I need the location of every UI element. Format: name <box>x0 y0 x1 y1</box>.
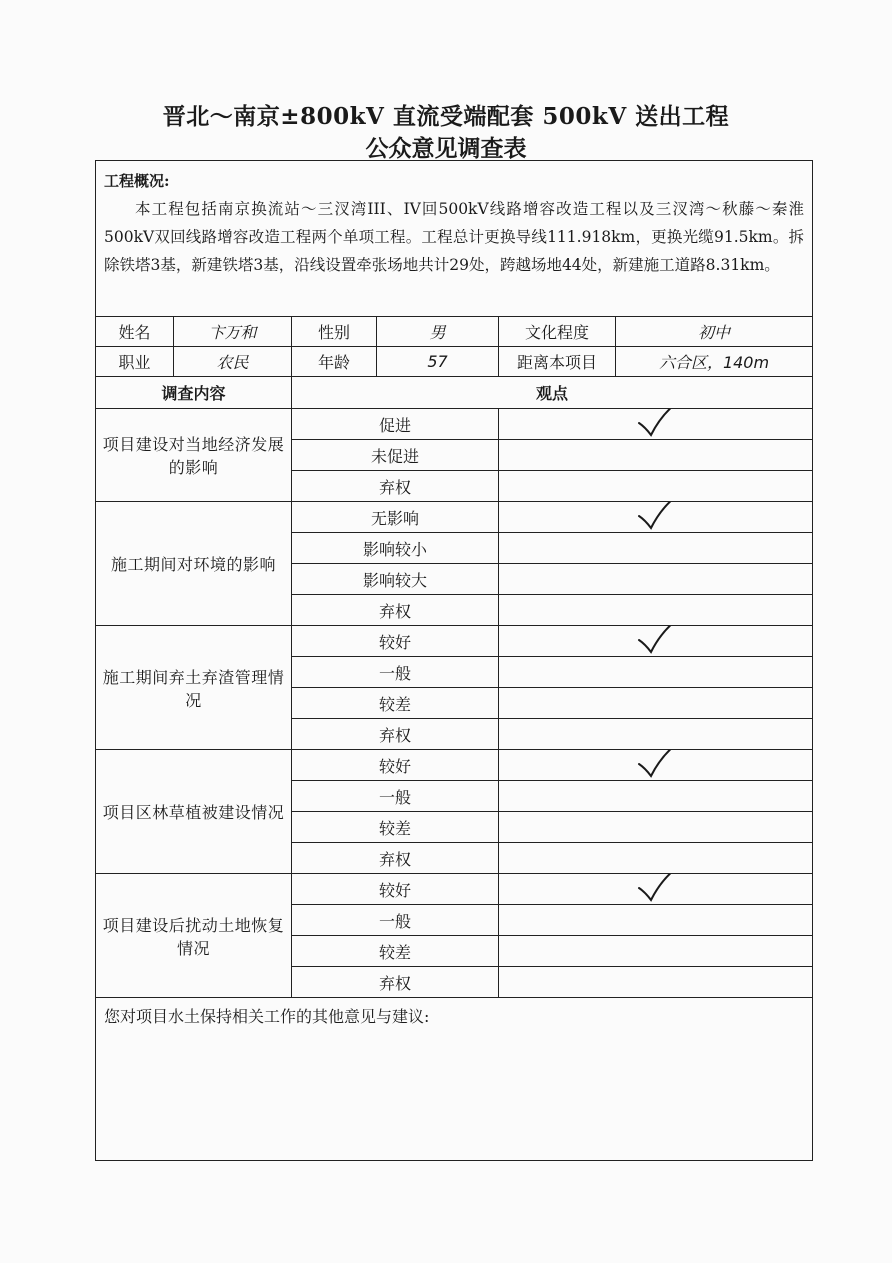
option-label: 影响较大 <box>292 564 499 595</box>
option-label: 较好 <box>292 750 499 781</box>
option-label: 弃权 <box>292 967 499 998</box>
option-label: 一般 <box>292 905 499 936</box>
distance-value[interactable]: 六合区，140m <box>616 347 813 377</box>
section-label: 项目建设对当地经济发展的影响 <box>96 409 292 502</box>
option-checkbox[interactable] <box>499 719 813 750</box>
section-label: 项目区林草植被建设情况 <box>96 750 292 874</box>
option-label: 较差 <box>292 812 499 843</box>
option-label: 较好 <box>292 874 499 905</box>
name-label: 姓名 <box>96 317 174 347</box>
option-label: 未促进 <box>292 440 499 471</box>
option-checkbox[interactable] <box>499 440 813 471</box>
comments-label: 您对项目水土保持相关工作的其他意见与建议: <box>104 1007 430 1026</box>
project-overview <box>96 161 813 317</box>
check-mark-icon <box>636 409 676 440</box>
option-checkbox[interactable] <box>499 688 813 719</box>
option-label: 无影响 <box>292 502 499 533</box>
education-value[interactable]: 初中 <box>616 317 813 347</box>
comments-field[interactable] <box>96 998 813 1161</box>
option-label: 较差 <box>292 936 499 967</box>
name-value[interactable]: 卞万和 <box>174 317 292 347</box>
option-checkbox[interactable] <box>499 843 813 874</box>
option-label: 影响较小 <box>292 533 499 564</box>
form-title: 晋北～南京±800kV 直流受端配套 500kV 送出工程 <box>162 103 730 130</box>
option-checkbox[interactable] <box>499 936 813 967</box>
age-value[interactable]: 57 <box>377 347 499 377</box>
option-row <box>96 874 813 905</box>
overview-text: 本工程包括南京换流站～三汊湾III、IV回500kV线路增容改造工程以及三汊湾～秋藤～秦淮500kV双回线路增容改造工程两个单项工程。工程总计更换导线111.918km，更换光缆91.5km。拆除铁塔3基，新建铁塔3基，沿线设置牵张场地共计29处，跨越场地44处，新建施工道路8.31km。 <box>104 200 805 274</box>
option-label: 促进 <box>292 409 499 440</box>
option-checkbox[interactable] <box>499 874 813 905</box>
survey-table <box>95 160 813 1161</box>
overview-label: 工程概况: <box>104 172 170 190</box>
section-label: 施工期间弃土弃渣管理情况 <box>96 626 292 750</box>
option-row <box>96 626 813 657</box>
option-label: 一般 <box>292 657 499 688</box>
option-checkbox[interactable] <box>499 409 813 440</box>
age-label: 年龄 <box>292 347 377 377</box>
option-row <box>96 750 813 781</box>
option-checkbox[interactable] <box>499 967 813 998</box>
option-checkbox[interactable] <box>499 812 813 843</box>
gender-value[interactable]: 男 <box>377 317 499 347</box>
option-checkbox[interactable] <box>499 533 813 564</box>
check-mark-icon <box>636 626 676 657</box>
option-checkbox[interactable] <box>499 595 813 626</box>
check-mark-icon <box>636 874 676 905</box>
form-subtitle: 公众意见调查表 <box>365 135 527 162</box>
job-label: 职业 <box>96 347 174 377</box>
option-checkbox[interactable] <box>499 905 813 936</box>
option-checkbox[interactable] <box>499 750 813 781</box>
education-label: 文化程度 <box>499 317 616 347</box>
option-label: 弃权 <box>292 719 499 750</box>
option-label: 弃权 <box>292 471 499 502</box>
gender-label: 性别 <box>292 317 377 347</box>
header-opinion: 观点 <box>292 377 813 409</box>
option-row <box>96 502 813 533</box>
check-mark-icon <box>636 750 676 781</box>
job-value[interactable]: 农民 <box>174 347 292 377</box>
option-label: 较好 <box>292 626 499 657</box>
option-label: 弃权 <box>292 595 499 626</box>
option-checkbox[interactable] <box>499 626 813 657</box>
option-checkbox[interactable] <box>499 781 813 812</box>
option-label: 较差 <box>292 688 499 719</box>
section-label: 施工期间对环境的影响 <box>96 502 292 626</box>
option-checkbox[interactable] <box>499 657 813 688</box>
header-content: 调查内容 <box>96 377 292 409</box>
option-label: 弃权 <box>292 843 499 874</box>
distance-label: 距离本项目 <box>499 347 616 377</box>
option-checkbox[interactable] <box>499 564 813 595</box>
section-label: 项目建设后扰动土地恢复情况 <box>96 874 292 998</box>
option-checkbox[interactable] <box>499 502 813 533</box>
option-row <box>96 409 813 440</box>
check-mark-icon <box>636 502 676 533</box>
option-checkbox[interactable] <box>499 471 813 502</box>
option-label: 一般 <box>292 781 499 812</box>
